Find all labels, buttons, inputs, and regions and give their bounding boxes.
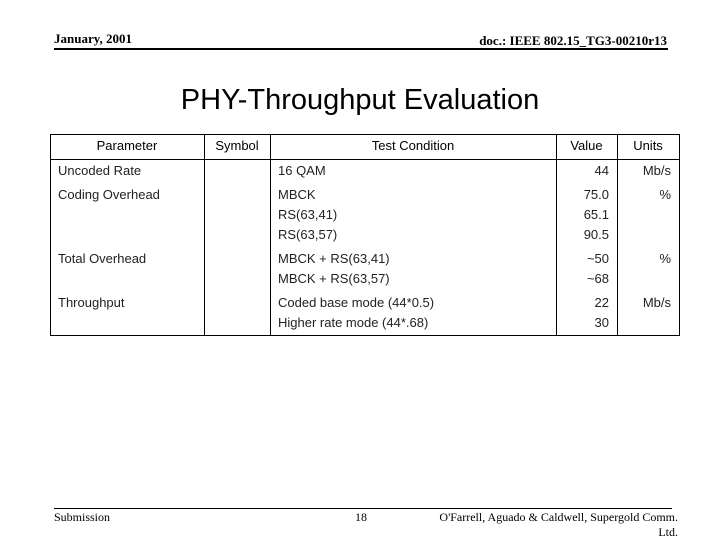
column-divider — [270, 134, 271, 336]
parameter-cell: Throughput — [58, 295, 125, 310]
table-right-border — [679, 134, 680, 336]
column-header-units: Units — [633, 138, 663, 153]
column-header-test-condition: Test Condition — [371, 138, 455, 153]
table-header-divider — [50, 159, 680, 160]
header-date: January, 2001 — [54, 31, 133, 46]
slide-title: PHY-Throughput Evaluation — [180, 84, 540, 116]
condition-cell: Coded base mode (44*0.5) Higher rate mode (44*.68) — [278, 295, 435, 330]
value-cell: 44 — [594, 163, 609, 178]
column-header-parameter: Parameter — [96, 138, 158, 153]
units-cell: % — [659, 251, 671, 266]
units-cell: Mb/s — [642, 163, 671, 178]
parameter-cell: Coding Overhead — [58, 187, 160, 202]
table-top-border — [50, 134, 680, 135]
value-cell: 75.0 65.1 90.5 — [583, 187, 609, 242]
parameter-cell: Uncoded Rate — [58, 163, 142, 178]
condition-cell: 16 QAM — [278, 163, 326, 178]
header-doc-id: doc.: IEEE 802.15_TG3-00210r13 — [479, 33, 667, 48]
parameter-cell: Total Overhead — [58, 251, 147, 266]
table-bottom-border — [50, 335, 680, 336]
header-rule — [54, 48, 668, 50]
footer-rule — [54, 508, 672, 509]
page-number: 18 — [355, 510, 367, 524]
condition-cell: MBCK + RS(63,41) MBCK + RS(63,57) — [278, 251, 390, 286]
column-header-symbol: Symbol — [215, 138, 259, 153]
condition-cell: MBCK RS(63,41) RS(63,57) — [278, 187, 338, 242]
footer-authors — [408, 510, 678, 540]
units-cell: % — [659, 187, 671, 202]
units-cell: Mb/s — [642, 295, 671, 310]
footer-authors-line: O'Farrell, Aguado & Caldwell, Supergold Comm. — [439, 510, 678, 524]
table-left-border — [50, 134, 51, 336]
footer-authors-line: Ltd. — [658, 525, 678, 539]
column-header-value: Value — [570, 138, 603, 153]
value-cell: ~50 ~68 — [586, 251, 609, 286]
footer-submission: Submission — [54, 510, 111, 524]
value-cell: 22 30 — [594, 295, 609, 330]
column-divider — [204, 134, 205, 336]
